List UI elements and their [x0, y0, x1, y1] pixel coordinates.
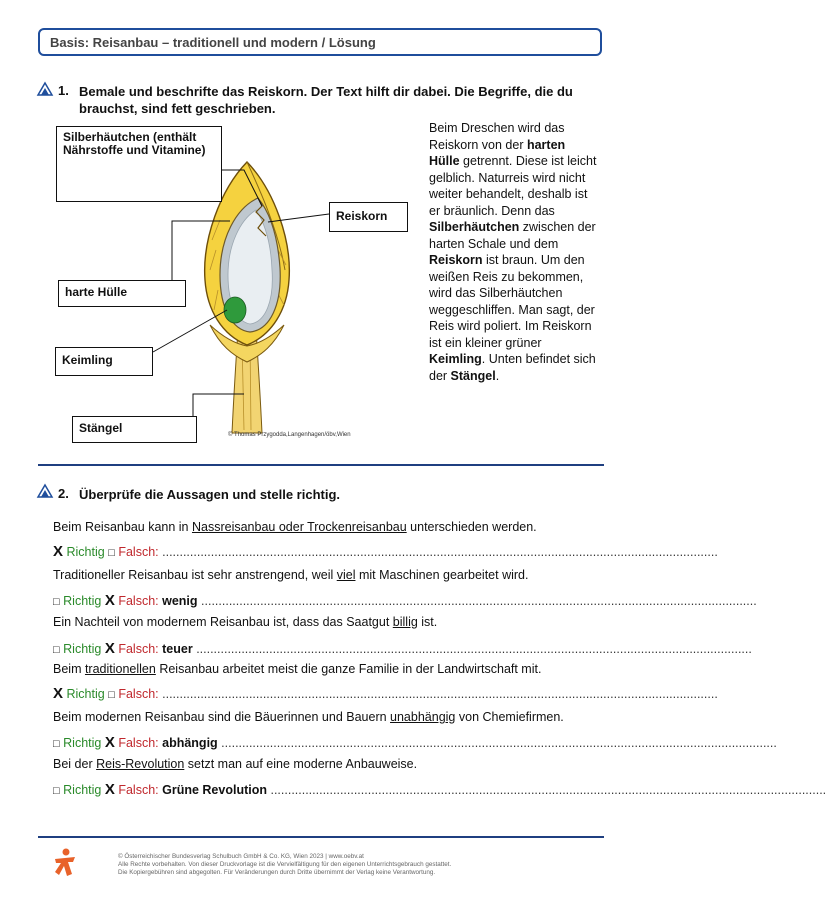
checkbox-richtig-empty[interactable]: □	[53, 738, 60, 750]
desc-text: getrennt. Diese ist leicht gelblich. Naturreis wird nicht weiter behandelt, deshalb ist er bräunlich. Denn das	[429, 154, 597, 218]
checkbox-richtig-empty[interactable]: □	[53, 644, 60, 656]
answer-5	[53, 734, 777, 751]
footer-line: Alle Rechte vorbehalten. Von dieser Druckvorlage ist die Vervielfältigung für den eigenen Unterrichtsgebrauch gestattet.	[118, 861, 452, 868]
checkbox-falsch-checked[interactable]: X	[104, 734, 115, 751]
answer-6	[53, 781, 826, 798]
falsch-label: Falsch:	[118, 642, 159, 656]
statement-underlined: Reis-Revolution	[96, 757, 185, 771]
task2-number: 2.	[58, 486, 69, 501]
falsch-label: Falsch:	[118, 687, 159, 701]
statement-text: Beim	[53, 662, 85, 676]
answer-line: ................................................................................................................................................................	[201, 594, 757, 608]
statement-text: ist.	[417, 615, 438, 629]
correction-text: Grüne Revolution	[162, 783, 267, 797]
richtig-label: Richtig	[66, 687, 105, 701]
answer-4	[53, 685, 718, 702]
checkbox-richtig-checked[interactable]: X	[53, 685, 64, 702]
label-silberhaeutchen: Silberhäutchen (enthält Nährstoffe und Vitamine)	[56, 126, 222, 202]
richtig-label: Richtig	[63, 642, 102, 656]
falsch-label: Falsch:	[118, 594, 159, 608]
image-credit: © Thomas Przygodda,Langenhagen/öbv,Wien	[228, 432, 351, 438]
desc-bold: Keimling	[429, 352, 482, 366]
task1-title-line1: Bemale und beschrifte das Reiskorn. Der Text hilft dir dabei. Die Begriffe, die du	[79, 84, 573, 99]
publisher-logo-icon	[52, 848, 78, 878]
checkbox-richtig-checked[interactable]: X	[53, 543, 64, 560]
statement-text: von Chemiefirmen.	[455, 710, 564, 724]
statement-text: Reisanbau arbeitet meist die ganze Familie in der Landwirtschaft mit.	[155, 662, 542, 676]
desc-bold: harten Hülle	[429, 137, 566, 168]
checkbox-falsch-checked[interactable]: X	[104, 640, 115, 657]
label-reiskorn: Reiskorn	[329, 202, 408, 232]
statement-text: Beim modernen Reisanbau sind die Bäuerinnen und Bauern	[53, 710, 391, 724]
task1-number: 1.	[58, 83, 69, 98]
checkbox-richtig-empty[interactable]: □	[53, 596, 60, 608]
checkbox-richtig-empty[interactable]: □	[53, 785, 60, 797]
footer-line: Die Kopiergebühren sind abgegolten. Für Veränderungen durch Dritte übernimmt der Verlag keine Verantwortung.	[118, 869, 436, 876]
richtig-label: Richtig	[63, 783, 102, 797]
task1-description	[429, 120, 599, 384]
statement-text: Traditioneller Reisanbau ist sehr anstrengend, weil	[53, 568, 337, 582]
checkbox-falsch-empty[interactable]: □	[108, 547, 115, 559]
section-divider	[38, 464, 604, 466]
statement-1	[53, 520, 537, 534]
answer-line: ................................................................................................................................................................	[196, 642, 752, 656]
footer-line: © Österreichischer Bundesverlag Schulbuch GmbH & Co. KG, Wien 2023 | www.oebv.at	[118, 853, 364, 860]
statement-2	[53, 568, 528, 582]
statement-text: Beim Reisanbau kann in	[53, 520, 192, 534]
task2-title: Überprüfe die Aussagen und stelle richtig.	[79, 487, 341, 502]
answer-2	[53, 592, 757, 609]
footer-divider	[38, 836, 604, 838]
desc-bold: Stängel	[450, 368, 496, 383]
statement-underlined: unabhängig	[390, 710, 456, 724]
richtig-label: Richtig	[66, 545, 105, 559]
level-triangle-icon	[37, 484, 53, 498]
desc-bold: Silberhäutchen	[429, 220, 520, 234]
richtig-label: Richtig	[63, 594, 102, 608]
answer-line: ................................................................................................................................................................	[221, 736, 777, 750]
correction-text: teuer	[162, 642, 193, 656]
statement-underlined: Nassreisanbau oder Trockenreisanbau	[191, 520, 407, 534]
desc-text: .	[495, 368, 500, 383]
statement-6	[53, 757, 417, 771]
statement-underlined: billig	[392, 615, 418, 629]
falsch-label: Falsch:	[118, 545, 159, 559]
task1-title-line2: brauchst, sind fett geschrieben.	[79, 101, 276, 116]
statement-3	[53, 615, 437, 629]
richtig-label: Richtig	[63, 736, 102, 750]
statement-text: Ein Nachteil von modernem Reisanbau ist, dass das Saatgut	[53, 615, 393, 629]
desc-bold: Reiskorn	[429, 253, 483, 267]
footer-copyright	[118, 853, 451, 877]
correction-text: wenig	[162, 594, 198, 608]
falsch-label: Falsch:	[118, 736, 159, 750]
statement-text: setzt man auf eine moderne Anbauweise.	[184, 757, 418, 771]
answer-3	[53, 640, 752, 657]
answer-1	[53, 543, 718, 560]
label-keimling: Keimling	[55, 347, 153, 376]
desc-text: zwischen der harten Schale und dem	[429, 220, 596, 251]
statement-underlined: traditionellen	[84, 662, 156, 676]
checkbox-falsch-empty[interactable]: □	[108, 689, 115, 701]
desc-text: . Unten befindet sich der	[429, 352, 596, 383]
answer-line: ................................................................................................................................................................	[162, 545, 718, 559]
statement-underlined: viel	[336, 568, 356, 582]
page-title: Basis: Reisanbau – traditionell und modern / Lösung	[50, 35, 376, 50]
checkbox-falsch-checked[interactable]: X	[104, 592, 115, 609]
checkbox-falsch-checked[interactable]: X	[104, 781, 115, 798]
answer-line: ................................................................................................................................................................	[162, 687, 718, 701]
desc-text: Beim Dreschen wird das Reiskorn von der	[429, 121, 565, 152]
falsch-label: Falsch:	[118, 783, 159, 797]
label-harte-huelle: harte Hülle	[58, 280, 186, 307]
statement-text: unterschieden werden.	[406, 520, 537, 534]
statement-5	[53, 710, 564, 724]
statement-text: Bei der	[53, 757, 97, 771]
correction-text: abhängig	[162, 736, 218, 750]
desc-text: ist braun. Um den weißen Reis zu bekommen, wird das Silberhäutchen weggeschliffen. Man sagt, der Reis wird poliert. Im Reiskorn ist ein kleiner grüner	[429, 253, 595, 350]
statement-4	[53, 662, 541, 676]
label-staengel: Stängel	[72, 416, 197, 443]
statement-text: mit Maschinen gearbeitet wird.	[355, 568, 529, 582]
answer-line: ................................................................................................................................................................	[270, 783, 826, 797]
